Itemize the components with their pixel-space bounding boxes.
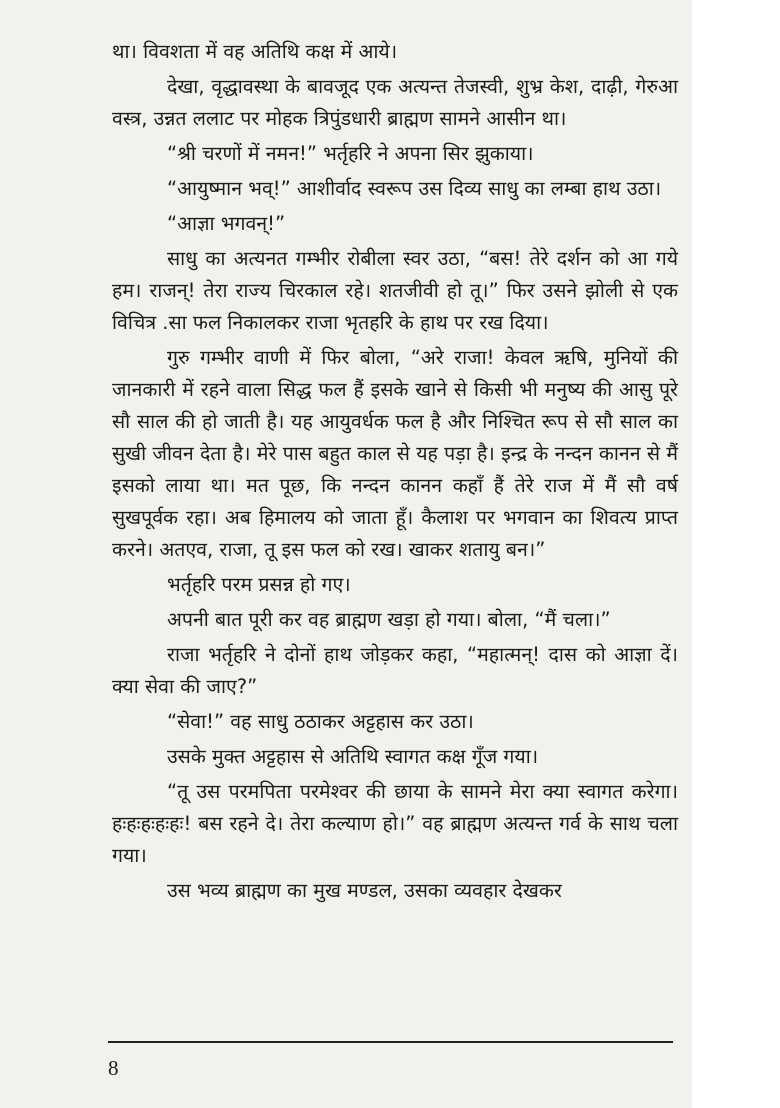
paragraph-14: उस भव्य ब्राह्मण का मुख मण्डल, उसका व्यवहार देखकर <box>167 879 562 902</box>
paragraph-7: गुरु गम्भीर वाणी में फिर बोला, “अरे राजा! केवल ऋषि, मुनियों की जानकारी में रहने वाला सिद्ध फल हैं इसके खाने से किसी भी मनुष्य की आसु पूरे सौ साल की हो जाती है। यह आयुवर्धक फल है और निश्चित रूप से सौ साल का सुखी जीवन देता है। मेरे पास बहुत काल से यह पड़ा है। इन्द्र के नन्दन कानन से मैं इसको लाया था। मत पूछ, कि नन्दन कानन कहाँ हैं तेरे राज में मैं सौ वर्ष सुखपूर्वक रहा। अब हिमालय को जाता हूँ। कैलाश पर भगवान का शिवत्य प्राप्त करने। अतएव, राजा, तू इस फल को रख। खाकर शतायु बन।” <box>112 346 678 561</box>
paragraph-9: अपनी बात पूरी कर वह ब्राह्मण खड़ा हो गया। बोला, “मैं चला।” <box>167 608 611 631</box>
paragraph-5: “आज्ञा भगवन्!” <box>167 212 286 235</box>
page-number: 8 <box>108 1056 119 1080</box>
paragraph-10: राजा भर्तृहरि ने दोनों हाथ जोड़कर कहा, “महात्मन्! दास को आज्ञा दें। क्या सेवा की जाए?” <box>112 643 678 698</box>
paragraph-11: “सेवा!” वह साधु ठठाकर अट्टहास कर उठा। <box>167 710 474 733</box>
paragraph-12: उसके मुक्त अट्टहास से अतिथि स्वागत कक्ष गूँज गया। <box>167 745 539 768</box>
paragraph-4: “आयुष्मान भव्!” आशीर्वाद स्वरूप उस दिव्य साधु का लम्बा हाथ उठा। <box>167 177 662 200</box>
paragraph-8: भर्तृहरि परम प्रसन्न हो गए। <box>167 573 351 596</box>
paragraph-2: देखा, वृद्धावस्था के बावजूद एक अत्यन्त तेजस्वी, शुभ्र केश, दाढ़ी, गेरुआ वस्त्र, उन्नत ललाट पर मोहक त्रिपुंडधारी ब्राह्मण सामने आसीन था। <box>112 75 678 130</box>
paragraph-1: था। विवशता में वह अतिथि कक्ष में आये। <box>112 40 398 63</box>
body-text <box>112 36 678 910</box>
paragraph-3: “श्री चरणों में नमन!” भर्तृहरि ने अपना सिर झुकाया। <box>167 142 534 165</box>
paragraph-13: “तू उस परमपिता परमेश्वर की छाया के सामने मेरा क्या स्वागत करेगा। हःहःहःहःहः! बस रहने दे। तेरा कल्याण हो।” वह ब्राह्मण अत्यन्त गर्व के साथ चला गया। <box>112 780 678 867</box>
footer-rule <box>108 1041 673 1043</box>
paragraph-6: साधु का अत्यनत गम्भीर रोबीला स्वर उठा, “बस! तेरे दर्शन को आ गये हम। राजन्! तेरा राज्य चिरकाल रहे। शतजीवी हो तू।” फिर उसने झोली से एक विचित्र .सा फल निकालकर राजा भृतहरि के हाथ पर रख दिया। <box>112 247 678 334</box>
